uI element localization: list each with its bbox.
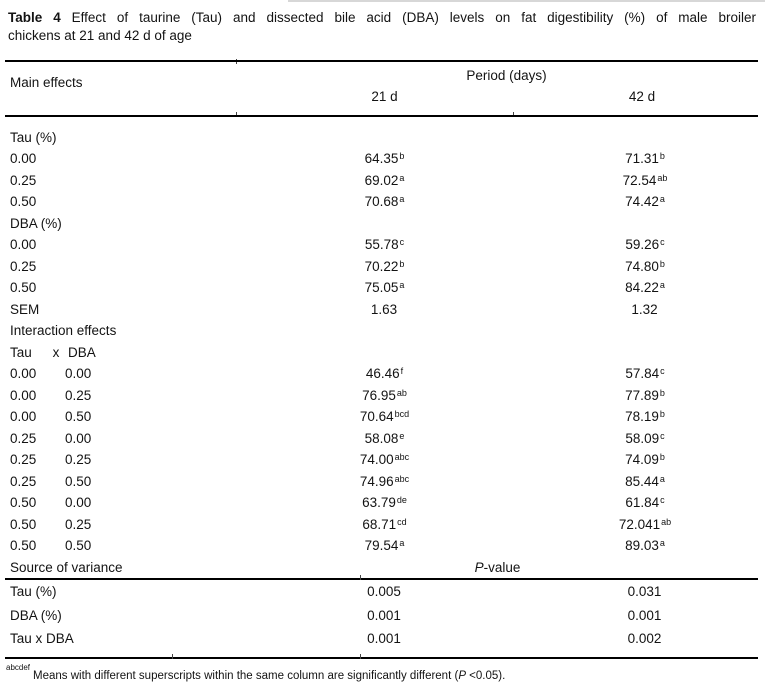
superscript: b [399,258,405,269]
superscript: a [659,194,665,204]
value-text: 70.22 [364,258,399,274]
footnote-superscript: abcdef [6,662,31,672]
main-table [5,60,758,683]
value-text: 74.00 [359,452,394,467]
superscript: b [659,452,665,462]
superscript: c [660,366,665,376]
footnote-p: P [458,669,466,682]
value-21d [237,406,532,428]
table-row [5,299,758,321]
tau-level: 0.25 [10,473,37,489]
header-main-effects-label: Main effects [10,75,83,90]
value-text: 68.71 [362,516,397,532]
dba-level: 0.25 [65,387,92,403]
column-boundary-tick [360,575,361,580]
sov-row [5,557,758,579]
footnote [5,664,758,684]
value-42d [532,535,758,557]
value-text: 58.09 [625,430,660,446]
value-text: 64.35 [364,151,399,166]
column-boundary-tick [172,654,173,659]
value-42d [532,299,758,321]
value-42d [532,604,758,628]
value-text: 75.05 [364,280,399,295]
row-label: Tau x DBA [10,631,74,646]
table-row [5,234,758,256]
bottom-rule [5,657,758,659]
pvalue-divider-rule [5,578,758,580]
tau-level: 0.25 [10,430,37,446]
empty-cell [237,342,532,364]
table-row [5,363,758,385]
superscript: a [399,538,405,548]
superscript: a [399,172,405,183]
dba-level: 0.25 [65,516,92,532]
value-text: 71.31 [625,151,659,166]
superscript: a [399,194,405,204]
superscript: abc [394,473,410,484]
empty-cell [532,342,758,364]
superscript: b [399,151,405,161]
value-42d [532,627,758,651]
pvalue-p: P [474,559,484,575]
value-text: 72.041 [618,516,661,532]
value-21d [237,234,532,256]
section-label: Tau (%) [10,129,57,145]
sov-label: Source of variance [10,559,123,575]
value-text: 76.95 [362,387,396,403]
value-text: 0.002 [627,631,662,646]
interaction-labels [5,471,237,493]
value-21d [237,428,532,450]
value-text: 72.54 [622,172,657,188]
row-label: 0.50 [10,280,37,295]
dba-level: 0.00 [65,366,92,381]
value-text: 59.26 [625,237,660,252]
table-caption [8,9,756,45]
superscript: ab [661,516,672,527]
tau-level: 0.00 [10,366,37,381]
value-21d [237,363,532,385]
interaction-labels [5,428,237,450]
value-text: 0.031 [627,584,662,599]
table-row [5,342,758,364]
row-label: SEM [10,301,40,317]
interaction-header [5,342,237,364]
value-42d [532,471,758,493]
table-row [5,471,758,493]
value-42d [532,277,758,299]
row-label: 0.00 [10,151,37,166]
value-21d [237,514,532,536]
value-21d [237,627,532,651]
section-label: DBA (%) [10,215,62,231]
value-42d [532,170,758,192]
interaction-labels [5,535,237,557]
table-row [5,627,758,651]
row-label: 0.25 [10,172,37,188]
table-row [5,428,758,450]
tau-level: 0.00 [10,387,37,403]
pvalue-header [237,557,758,579]
table-row [5,604,758,628]
table-row [5,535,758,557]
value-21d [237,471,532,493]
value-21d [237,580,532,604]
value-text: 63.79 [362,495,396,510]
value-text: 0.001 [627,607,662,623]
caption-table-number: Table 4 [8,10,61,25]
value-text: 79.54 [364,538,399,553]
row-label: 0.50 [10,194,37,209]
value-42d [532,406,758,428]
value-21d [237,256,532,278]
section-label: Interaction effects [10,323,117,338]
superscript: c [660,237,665,247]
superscript: b [659,409,665,419]
row-label: 0.25 [10,258,37,274]
interaction-labels [5,385,237,407]
table-row [5,117,758,148]
row-label: Tau (%) [10,584,57,599]
interaction-labels [5,514,237,536]
header-42d-label: 42 d [628,89,656,104]
value-text: 69.02 [364,172,399,188]
tau-level: 0.00 [10,409,37,424]
row-label: DBA (%) [10,607,62,623]
value-21d [237,604,532,628]
value-42d [532,363,758,385]
table-body [5,117,758,557]
value-text: 57.84 [625,366,660,381]
value-42d [532,191,758,213]
table-row [5,580,758,604]
value-42d [532,234,758,256]
times-sign: x [52,344,60,360]
value-42d [532,385,758,407]
value-42d [532,514,758,536]
superscript: f [400,366,404,376]
value-text: 74.80 [625,258,659,274]
interaction-labels [5,492,237,514]
footnote-text: Means with different superscripts within the same column are significantly different ( [33,669,459,682]
table-row [5,514,758,536]
value-text: 74.96 [359,473,394,489]
value-21d [237,449,532,471]
caption-text: Effect of taurine (Tau) and dissected bile acid (DBA) levels on fat digestibility (%) of male broiler [60,10,756,25]
dba-level: 0.50 [65,538,92,553]
superscript: c [399,237,405,247]
superscript: b [659,387,665,398]
value-42d [532,492,758,514]
table-row [5,492,758,514]
superscript: a [399,280,405,290]
value-text: 61.84 [625,495,660,510]
table-row [5,277,758,299]
row-label: 0.00 [10,237,37,252]
value-42d [532,449,758,471]
tau-level: 0.50 [10,516,37,532]
superscript: b [659,151,665,161]
superscript: a [659,280,665,290]
column-boundary-tick [360,654,361,659]
superscript: b [659,258,665,269]
value-text: 1.32 [631,301,658,317]
value-42d [532,148,758,170]
table-row [5,449,758,471]
table-row [5,213,758,235]
superscript: e [399,430,405,441]
value-text: 58.08 [364,430,399,446]
value-21d [237,535,532,557]
value-text: 89.03 [625,538,659,553]
table-header [5,60,758,117]
superscript: c [660,495,665,505]
value-21d [237,191,532,213]
value-42d [532,256,758,278]
caption-line-1 [8,9,756,27]
dba-level: 0.50 [65,473,92,489]
table-row [5,191,758,213]
table-row [5,170,758,192]
value-21d [237,148,532,170]
value-text: 1.63 [370,301,398,317]
superscript: ab [657,172,668,183]
superscript: a [659,473,665,484]
dba-level: 0.00 [65,430,92,446]
superscript: ab [396,387,407,398]
tau-level: 0.50 [10,538,37,553]
table-row [5,406,758,428]
dba-column-label: DBA [68,344,96,360]
value-text: 74.42 [625,194,659,209]
value-42d [532,580,758,604]
value-text: 55.78 [364,237,399,252]
scan-artifact-line [288,0,765,2]
value-42d [532,428,758,450]
value-text: 85.44 [625,473,659,489]
superscript: de [396,495,407,505]
header-period-label: Period (days) [466,68,547,83]
header-21d-label: 21 d [371,89,398,104]
interaction-labels [5,449,237,471]
interaction-labels [5,406,237,428]
value-21d [237,385,532,407]
dba-level: 0.50 [65,409,92,424]
value-text: 84.22 [625,280,659,295]
value-21d [237,492,532,514]
dba-level: 0.25 [65,452,92,467]
pvalue-rows [5,580,758,657]
value-21d [237,170,532,192]
table-row [5,148,758,170]
value-text: 77.89 [625,387,659,403]
interaction-labels [5,363,237,385]
value-text: 70.68 [364,194,399,209]
superscript: cd [397,516,407,527]
superscript: bcd [394,409,410,419]
superscript: c [660,430,665,441]
tau-level: 0.25 [10,452,37,467]
table-row [5,320,758,342]
value-text: 0.001 [367,631,401,646]
value-text: 0.001 [367,607,401,623]
caption-line-2: chickens at 21 and 42 d of age [8,28,192,43]
value-text: 0.005 [367,584,401,599]
value-text: 70.64 [359,409,394,424]
pvalue-rest: -value [483,559,521,575]
tau-level: 0.50 [10,495,37,510]
superscript: a [659,538,665,548]
tau-column-label: Tau [10,344,32,360]
dba-level: 0.00 [65,495,92,510]
value-21d [237,277,532,299]
value-text: 74.09 [625,452,659,467]
value-text: 78.19 [625,409,659,424]
value-21d [237,299,532,321]
table-row [5,256,758,278]
table-row [5,385,758,407]
value-text: 46.46 [365,366,400,381]
footnote-text-end: <0.05). [465,669,506,682]
superscript: abc [394,452,410,462]
